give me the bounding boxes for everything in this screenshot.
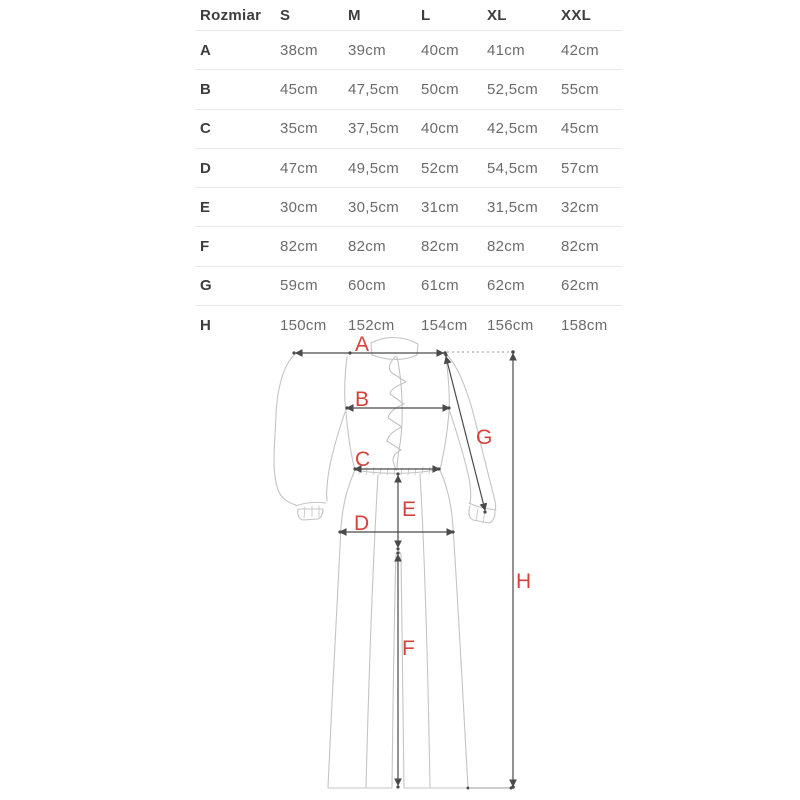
size-column-header: S	[280, 6, 291, 24]
measurement-value: 35cm	[280, 120, 318, 138]
measurement-value: 41cm	[487, 41, 525, 59]
measurement-value: 30,5cm	[348, 198, 399, 216]
measurement-value: 156cm	[487, 317, 534, 335]
measurement-value: 62cm	[487, 277, 525, 295]
measure-label-a: A	[355, 333, 370, 356]
measurement-value: 47,5cm	[348, 80, 399, 98]
jumpsuit-outline	[274, 337, 496, 788]
measurement-value: 45cm	[280, 80, 318, 98]
measurement-value: 57cm	[561, 159, 599, 177]
measure-label-f: F	[402, 637, 415, 660]
measurement-value: 154cm	[421, 317, 468, 335]
measurement-row-label: B	[200, 80, 212, 98]
measurement-row-label: C	[200, 120, 212, 138]
measurement-value: 31,5cm	[487, 198, 538, 216]
measurement-value: 152cm	[348, 317, 395, 335]
measurement-value: 158cm	[561, 317, 608, 335]
measurement-value: 38cm	[280, 41, 318, 59]
measurement-value: 40cm	[421, 120, 459, 138]
measure-label-h: H	[516, 570, 532, 593]
measurement-value: 30cm	[280, 198, 318, 216]
measure-label-c: C	[355, 448, 371, 471]
measurement-value: 37,5cm	[348, 120, 399, 138]
measure-labels	[354, 333, 531, 660]
measure-label-e: E	[402, 498, 417, 521]
measurement-value: 150cm	[280, 317, 327, 335]
measurement-row-label: H	[200, 317, 212, 335]
size-column-header: XL	[487, 6, 507, 24]
measurement-value: 45cm	[561, 120, 599, 138]
measurement-value: 60cm	[348, 277, 386, 295]
measurement-row-label: G	[200, 277, 212, 295]
measurement-value: 61cm	[421, 277, 459, 295]
measurement-row-label: F	[200, 238, 210, 256]
measurement-value: 31cm	[421, 198, 459, 216]
measurement-value: 59cm	[280, 277, 318, 295]
measurement-value: 54,5cm	[487, 159, 538, 177]
measurement-value: 49,5cm	[348, 159, 399, 177]
measurement-value: 62cm	[561, 277, 599, 295]
measurement-value: 47cm	[280, 159, 318, 177]
measurement-value: 82cm	[487, 238, 525, 256]
measurement-row-label: D	[200, 159, 212, 177]
size-column-header: L	[421, 6, 431, 24]
measurement-value: 82cm	[280, 238, 318, 256]
size-column-header: M	[348, 6, 361, 24]
measurement-value: 32cm	[561, 198, 599, 216]
measurement-value: 52,5cm	[487, 80, 538, 98]
measurement-value: 42,5cm	[487, 120, 538, 138]
measurement-value: 82cm	[421, 238, 459, 256]
measurement-value: 82cm	[348, 238, 386, 256]
measurement-row-label: E	[200, 198, 211, 216]
measurement-value: 39cm	[348, 41, 386, 59]
measure-label-g: G	[476, 426, 493, 449]
measurement-value: 40cm	[421, 41, 459, 59]
size-column-header: XXL	[561, 6, 592, 24]
measurement-value: 42cm	[561, 41, 599, 59]
measure-label-d: D	[354, 512, 370, 535]
measurement-value: 52cm	[421, 159, 459, 177]
measurement-value: 55cm	[561, 80, 599, 98]
measurement-row-label: A	[200, 41, 212, 59]
measure-label-b: B	[355, 388, 370, 411]
size-table-corner-header: Rozmiar	[200, 6, 262, 24]
measurement-value: 50cm	[421, 80, 459, 98]
measurement-value: 82cm	[561, 238, 599, 256]
